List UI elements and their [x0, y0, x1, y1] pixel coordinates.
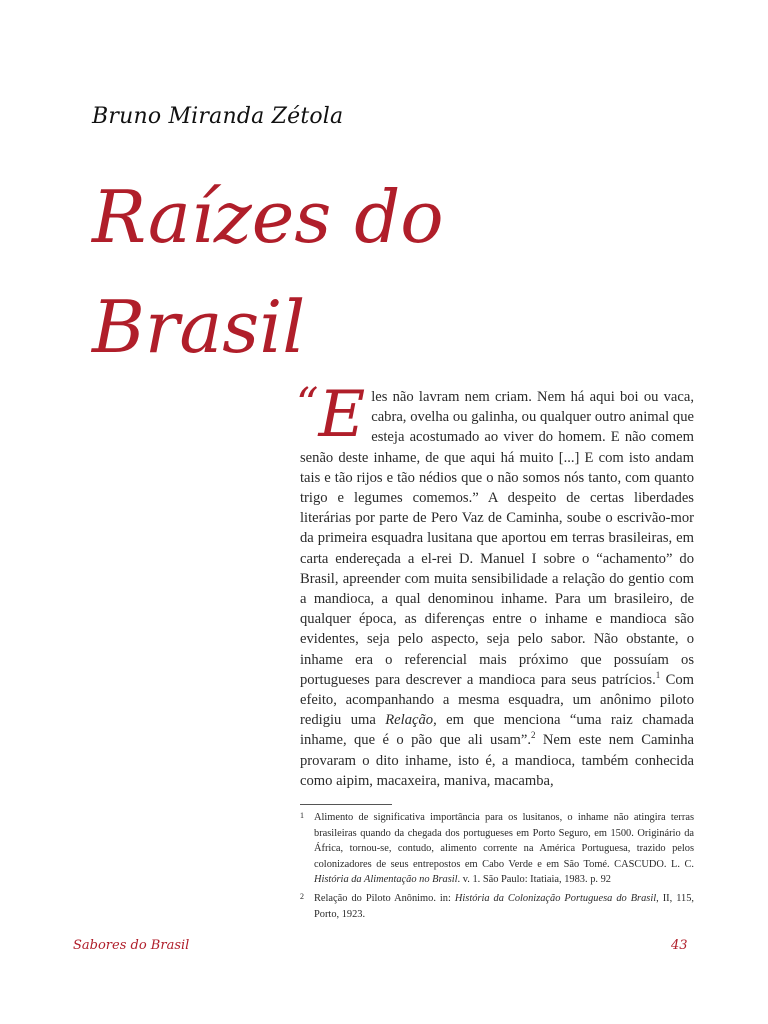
- body-text-part-1: les não lavram nem criam. Nem há aqui boi ou vaca, cabra, ovelha ou galinha, ou qualquer outro animal que esteja acostumado ao viver do homem. E não comem senão deste inhame, de que aqui há muito [...] E com isto andam tais e tão rijos e tão nédios que o não somos nós tanto, com quanto trigo e legumes comemos.” A despeito de certas liberdades literárias por parte de Pero Vaz de Caminha, soube o escrivão-mor da primeira esquadra lusitana que aportou em terras brasileiras, em carta endereçada a el-rei D. Manuel I sobre o “achamento” do Brasil, apreender com muita sensibilidade a relação do gentio com a mandioca, a qual denominou inhame. Para um brasileiro, de qualquer época, as diferenças entre o inhame e mandioca são evidentes, seja pelo aspecto, seja pelo sabor. Não obstante, o inhame era o referencial mais próximo que possuíam os portugueses para descrever a mandioca para seus patrícios.: [300, 389, 694, 688]
- drop-cap-letter: E: [318, 378, 366, 452]
- footnotes: [300, 810, 694, 925]
- page-number: 43: [671, 938, 688, 953]
- footnote-number: 1: [300, 811, 304, 820]
- footnote-ref-1[interactable]: 1: [655, 669, 661, 680]
- article-body: [296, 378, 695, 791]
- footnote-text-end: . v. 1. São Paulo: Itatiaia, 1983. p. 92: [457, 874, 611, 886]
- footnote-italic: História da Colonização Portuguesa do Brasil: [454, 892, 657, 904]
- article-title: [92, 162, 444, 382]
- body-italic-relacao: Relação: [385, 712, 434, 729]
- footnote-2: [300, 891, 694, 922]
- footnote-text: Relação do Piloto Anônimo. in:: [314, 892, 455, 904]
- footnote-1: [300, 810, 694, 888]
- body-text-part-2: Com efeito, acompanhando a mesma esquadra, um anônimo piloto redigiu uma: [300, 671, 694, 729]
- footer-section-title: Sabores do Brasil: [73, 938, 190, 953]
- title-line-1: Raízes do: [92, 175, 444, 259]
- body-text-part-3: , em que menciona “uma raiz chamada inhame, que é o pão que ali usam”.: [300, 712, 695, 749]
- drop-cap-quote: “: [296, 379, 319, 430]
- footnote-italic: História da Alimentação no Brasil: [314, 874, 458, 886]
- footnote-text-end: , II, 115, Porto, 1923.: [314, 892, 695, 920]
- title-line-2: Brasil: [92, 285, 306, 369]
- footnote-ref-2[interactable]: 2: [530, 730, 536, 741]
- footnote-number: 2: [300, 891, 304, 901]
- author-name: Bruno Miranda Zétola: [92, 104, 344, 129]
- drop-cap: [296, 378, 366, 452]
- footnote-divider: [300, 804, 392, 805]
- footnote-text: Alimento de significativa importância para os lusitanos, o inhame não atingira terras brasileiras quando da chegada dos portugueses em Porto Seguro, em 1500. Originário da África, tornou-se, contudo, alimento corrente na América Portuguesa, trazido pelos colonizadores de seus entrepostos em Cabo Verde e em São Tomé. CASCUDO. L. C.: [314, 812, 694, 870]
- body-text-part-4: Nem este nem Caminha provaram o dito inhame, isto é, a mandioca, também conhecida como aipim, macaxeira, maniva, macamba,: [300, 732, 694, 789]
